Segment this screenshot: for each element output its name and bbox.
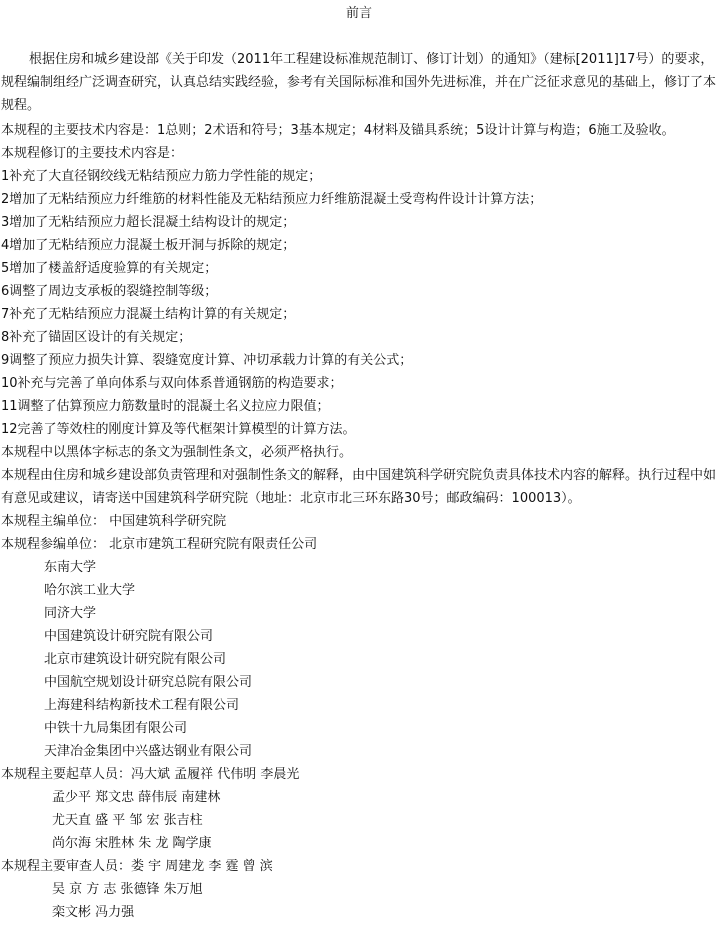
drafters-row: 尤天直 盛 平 邹 宏 张吉柱 (52, 813, 203, 828)
participating-units-line: 本规程参编单位： 北京市建筑工程研究院有限责任公司 (1, 537, 318, 552)
revision-item: 8补充了锚固区设计的有关规定； (1, 330, 192, 345)
reviewers-row: 栾文彬 冯力强 (52, 905, 135, 920)
participating-unit: 上海建科结构新技术工程有限公司 (44, 698, 240, 713)
participating-unit: 北京市建筑设计研究院有限公司 (44, 652, 227, 667)
revision-item: 4增加了无粘结预应力混凝土板开洞与拆除的规定； (1, 238, 296, 253)
revision-item: 3增加了无粘结预应力超长混凝土结构设计的规定； (1, 215, 296, 230)
participating-unit: 东南大学 (44, 560, 97, 575)
reviewers-line: 本规程主要审查人员：娄 宇 周建龙 李 霆 曾 滨 (1, 859, 273, 874)
intro-paragraph: 根据住房和城乡建设部《关于印发（2011年工程建设标准规范制订、修订计划）的通知》（建标[2011]17号）的要求，规程编制组经广泛调查研究，认真总结实践经验，参考有关国际标准和国外先进标准，并在广泛征求意见的基础上，修订了本规程。 (1, 52, 717, 113)
content-lines (1, 119, 717, 924)
revision-item: 12完善了等效柱的刚度计算及等代框架计算模型的计算方法。 (1, 422, 356, 437)
page-title: 前言 (345, 6, 372, 21)
participating-unit: 中国航空规划设计研究总院有限公司 (44, 675, 253, 690)
revision-item: 10补充与完善了单向体系与双向体系普通钢筋的构造要求； (1, 376, 343, 391)
participating-unit: 同济大学 (44, 606, 97, 621)
participating-unit: 中铁十九局集团有限公司 (44, 721, 188, 736)
revision-item: 9调整了预应力损失计算、裂缝宽度计算、冲切承载力计算的有关公式； (1, 353, 413, 368)
participating-unit: 中国建筑设计研究院有限公司 (44, 629, 214, 644)
revision-item: 11调整了估算预应力筋数量时的混凝土名义拉应力限值； (1, 399, 330, 414)
participating-unit: 天津冶金集团中兴盛达钢业有限公司 (44, 744, 253, 759)
revision-item: 7补充了无粘结预应力混凝土结构计算的有关规定； (1, 307, 296, 322)
drafters-row: 尚尔海 宋胜林 朱 龙 陶学康 (52, 836, 212, 851)
mandatory-provisions-line: 本规程中以黑体字标志的条文为强制性条文，必须严格执行。 (1, 445, 353, 460)
technical-contents-line: 本规程的主要技术内容是：1总则；2术语和符号；3基本规定；4材料及锚具系统；5设计计算与构造；6施工及验收。 (1, 123, 675, 138)
revision-item: 2增加了无粘结预应力纤维筋的材料性能及无粘结预应力纤维筋混凝土受弯构件设计计算方法； (1, 192, 543, 207)
revision-item: 6调整了周边支承板的裂缝控制等级； (1, 284, 218, 299)
management-line: 本规程由住房和城乡建设部负责管理和对强制性条文的解释，由中国建筑科学研究院负责具体技术内容的解释。执行过程中如有意见或建议，请寄送中国建筑科学研究院（地址：北京市北三环东路30号；邮政编码：100013）。 (1, 468, 717, 506)
reviewers-row: 吴 京 方 志 张德锋 朱万旭 (52, 882, 203, 897)
drafters-line: 本规程主要起草人员：冯大斌 孟履祥 代伟明 李晨光 (1, 767, 300, 782)
revision-item: 5增加了楼盖舒适度验算的有关规定； (1, 261, 218, 276)
revision-heading: 本规程修订的主要技术内容是： (1, 146, 184, 161)
participating-unit: 哈尔滨工业大学 (44, 583, 136, 598)
revision-item: 1补充了大直径钢绞线无粘结预应力筋力学性能的规定； (1, 169, 322, 184)
drafters-row: 孟少平 郑文忠 薛伟辰 南建林 (52, 790, 221, 805)
chief-editor-line: 本规程主编单位： 中国建筑科学研究院 (1, 514, 227, 529)
